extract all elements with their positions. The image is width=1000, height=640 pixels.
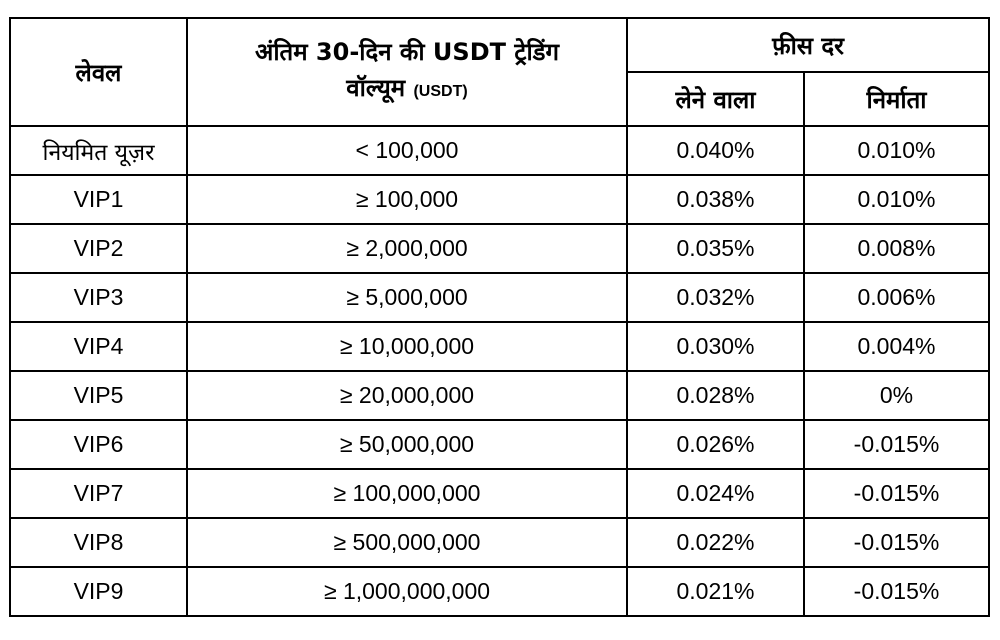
table-row <box>10 224 989 273</box>
level-cell: VIP5 <box>10 371 187 420</box>
volume-cell: < 100,000 <box>187 126 627 175</box>
volume-cell: ≥ 1,000,000,000 <box>187 567 627 616</box>
level-cell: नियमित यूज़र <box>10 126 187 175</box>
level-cell: VIP8 <box>10 518 187 567</box>
taker-fee-cell: 0.021% <box>627 567 804 616</box>
level-cell: VIP4 <box>10 322 187 371</box>
taker-fee-cell: 0.030% <box>627 322 804 371</box>
maker-fee-cell: -0.015% <box>804 420 989 469</box>
header-fee-rate: फ़ीस दर <box>627 18 989 72</box>
taker-fee-cell: 0.038% <box>627 175 804 224</box>
table-row <box>10 273 989 322</box>
level-cell: VIP1 <box>10 175 187 224</box>
taker-fee-cell: 0.026% <box>627 420 804 469</box>
volume-cell: ≥ 10,000,000 <box>187 322 627 371</box>
taker-fee-cell: 0.028% <box>627 371 804 420</box>
level-cell: VIP7 <box>10 469 187 518</box>
taker-fee-cell: 0.040% <box>627 126 804 175</box>
maker-fee-cell: 0.006% <box>804 273 989 322</box>
volume-cell: ≥ 2,000,000 <box>187 224 627 273</box>
level-cell: VIP6 <box>10 420 187 469</box>
maker-fee-cell: 0% <box>804 371 989 420</box>
volume-cell: ≥ 500,000,000 <box>187 518 627 567</box>
level-cell: VIP3 <box>10 273 187 322</box>
header-volume <box>187 18 627 126</box>
table-body <box>10 126 989 616</box>
header-volume-word: वॉल्यूम <box>346 74 406 102</box>
maker-fee-cell: -0.015% <box>804 469 989 518</box>
table-row <box>10 322 989 371</box>
table-row <box>10 371 989 420</box>
maker-fee-cell: 0.008% <box>804 224 989 273</box>
table-header <box>10 18 989 126</box>
header-row-top <box>10 18 989 72</box>
maker-fee-cell: -0.015% <box>804 518 989 567</box>
taker-fee-cell: 0.024% <box>627 469 804 518</box>
level-cell: VIP9 <box>10 567 187 616</box>
table-row <box>10 518 989 567</box>
volume-cell: ≥ 50,000,000 <box>187 420 627 469</box>
table-row <box>10 469 989 518</box>
maker-fee-cell: 0.010% <box>804 126 989 175</box>
fee-rate-table <box>9 17 990 617</box>
header-maker: निर्माता <box>804 72 989 126</box>
table-row <box>10 567 989 616</box>
level-cell: VIP2 <box>10 224 187 273</box>
taker-fee-cell: 0.035% <box>627 224 804 273</box>
maker-fee-cell: -0.015% <box>804 567 989 616</box>
volume-cell: ≥ 100,000 <box>187 175 627 224</box>
header-volume-line2 <box>188 70 626 110</box>
maker-fee-cell: 0.010% <box>804 175 989 224</box>
taker-fee-cell: 0.022% <box>627 518 804 567</box>
header-level: लेवल <box>10 18 187 126</box>
volume-cell: ≥ 100,000,000 <box>187 469 627 518</box>
header-taker: लेने वाला <box>627 72 804 126</box>
table-row <box>10 420 989 469</box>
taker-fee-cell: 0.032% <box>627 273 804 322</box>
maker-fee-cell: 0.004% <box>804 322 989 371</box>
volume-cell: ≥ 5,000,000 <box>187 273 627 322</box>
header-volume-line1: अंतिम 30-दिन की USDT ट्रेडिंग <box>254 38 560 66</box>
table-row <box>10 126 989 175</box>
volume-cell: ≥ 20,000,000 <box>187 371 627 420</box>
table-row <box>10 175 989 224</box>
header-volume-unit: (USDT) <box>413 83 468 100</box>
